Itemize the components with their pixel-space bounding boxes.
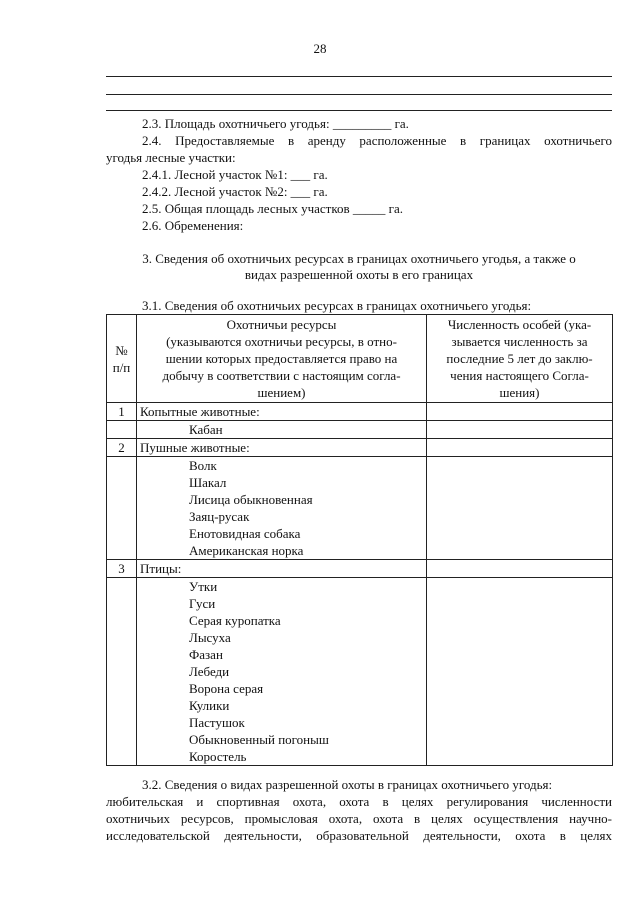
num-cell-empty — [107, 457, 137, 560]
group-number: 3 — [107, 560, 137, 578]
group-items: Кабан — [137, 421, 427, 439]
num-cell-empty — [107, 421, 137, 439]
group-label: Копытные животные: — [137, 403, 427, 421]
group-items: Волк Шакал Лисица обыкновенная Заяц-русак Енотовидная собака Американская норка — [137, 457, 427, 560]
table-header-row — [107, 315, 613, 403]
table-row — [107, 421, 613, 439]
count-cell — [427, 421, 613, 439]
item-2-3: 2.3. Площадь охотничьего угодья: _________ га. — [142, 116, 409, 131]
item-2-4-line2: угодья лесные участки: — [106, 150, 236, 165]
item-2-4-2: 2.4.2. Лесной участок №2: ___ га. — [142, 184, 328, 199]
blank-line-3 — [106, 110, 612, 111]
group-label: Пушные животные: — [137, 439, 427, 457]
table-row — [107, 403, 613, 421]
blank-line-2 — [106, 94, 612, 95]
section-3-2-line4: исследовательской деятельности, образовательной деятельности, охота в целях — [106, 828, 612, 843]
hunting-resources-table — [106, 314, 613, 766]
section-3-2-line2: любительская и спортивная охота, охота в целях регулирования численности — [106, 794, 612, 809]
section-3-title-line1: 3. Сведения об охотничьих ресурсах в границах охотничьего угодья, а также о — [142, 251, 576, 266]
blank-line-1 — [106, 76, 612, 77]
item-2-6: 2.6. Обременения: — [142, 218, 244, 233]
count-cell — [427, 439, 613, 457]
item-2-5: 2.5. Общая площадь лесных участков _____ га. — [142, 201, 403, 216]
count-cell — [427, 560, 613, 578]
table-row — [107, 439, 613, 457]
count-cell — [427, 403, 613, 421]
count-cell — [427, 578, 613, 766]
table-row — [107, 560, 613, 578]
item-2-4-line1: 2.4. Предоставляемые в аренду расположенные в границах охотничьего — [142, 133, 612, 148]
section-3-2-line3: охотничьих ресурсов, промысловая охота, охота в целях осуществления научно- — [106, 811, 612, 826]
group-number: 1 — [107, 403, 137, 421]
table-row — [107, 457, 613, 560]
section-3-2-line1: 3.2. Сведения о видах разрешенной охоты в границах охотничьего угодья: — [142, 777, 553, 792]
group-number: 2 — [107, 439, 137, 457]
num-cell-empty — [107, 578, 137, 766]
section-3-title-line2: видах разрешенной охоты в его границах — [244, 267, 474, 282]
header-num: № п/п — [107, 315, 137, 403]
section-3-1-heading: 3.1. Сведения об охотничьих ресурсах в границах охотничьего угодья: — [142, 298, 532, 313]
item-2-4-1: 2.4.1. Лесной участок №1: ___ га. — [142, 167, 328, 182]
group-label: Птицы: — [137, 560, 427, 578]
count-cell — [427, 457, 613, 560]
page-number: 28 — [313, 41, 327, 56]
table-row — [107, 578, 613, 766]
group-items: Утки Гуси Серая куропатка Лысуха Фазан Лебеди Ворона серая Кулики Пастушок Обыкновенный погоныш Коростель — [137, 578, 427, 766]
header-count: Численность особей (ука- зывается численность за последние 5 лет до заклю- чения настоящего Согла- шения) — [427, 315, 613, 403]
header-resources: Охотничьи ресурсы (указываются охотничьи ресурсы, в отно- шении которых предоставляется право на добычу в соответствии с настоящим согла- шением) — [137, 315, 427, 403]
